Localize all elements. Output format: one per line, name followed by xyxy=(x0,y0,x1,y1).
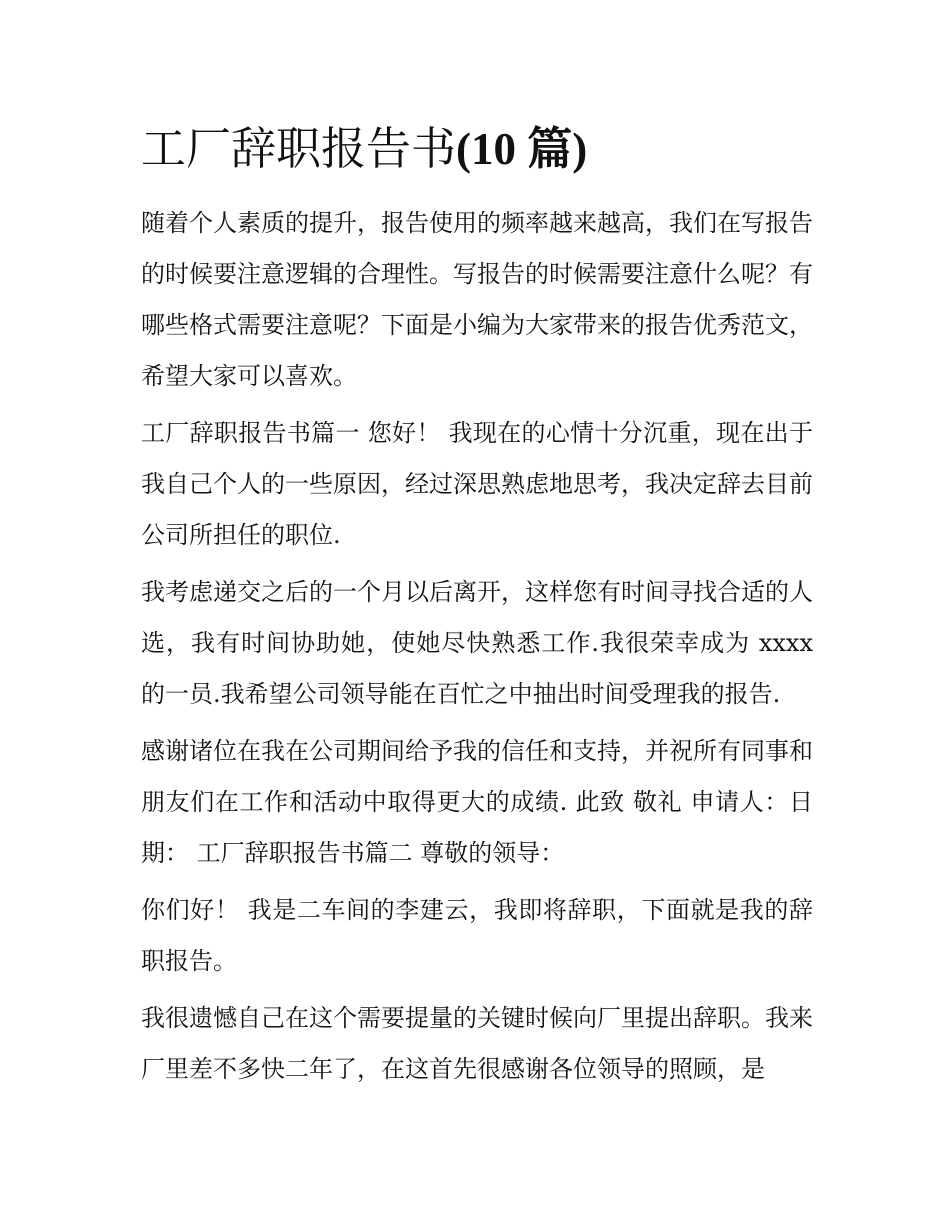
document-title xyxy=(141,118,813,180)
intro-paragraph: 随着个人素质的提升，报告使用的频率越来越高，我们在写报告的时候要注意逻辑的合理性。写报告的时候需要注意什么呢？有哪些格式需要注意呢？下面是小编为大家带来的报告优秀范文，希望大家可以喜欢。 xyxy=(141,209,813,390)
paragraph-3: 感谢诸位在我在公司期间给予我的信任和支持，并祝所有同事和朋友们在工作和活动中取得更大的成绩. 此致 敬礼 申请人：日期： 工厂辞职报告书篇二 尊敬的领导： xyxy=(141,737,813,867)
paragraph-2: 我考虑递交之后的一个月以后离开，这样您有时间寻找合适的人选，我有时间协助她，使她尽快熟悉工作.我很荣幸成为 xxxx 的一员.我希望公司领导能在百忙之中抽出时间受理我的报告. xyxy=(141,578,813,708)
paragraph-5: 我很遗憾自己在这个需要提量的关键时候向厂里提出辞职。我来厂里差不多快二年了，在这首先很感谢各位领导的照顾，是 xyxy=(141,1004,813,1083)
title-text: 工厂辞职报告书 xyxy=(141,122,457,175)
title-count: (10 篇) xyxy=(456,124,588,174)
paragraph-1: 工厂辞职报告书篇一 您好！ 我现在的心情十分沉重，现在出于我自己个人的一些原因，经过深思熟虑地思考，我决定辞去目前公司所担任的职位. xyxy=(141,419,813,549)
document-body xyxy=(141,118,813,1101)
paragraph-4: 你们好！ 我是二车间的李建云，我即将辞职，下面就是我的辞职报告。 xyxy=(141,896,813,975)
